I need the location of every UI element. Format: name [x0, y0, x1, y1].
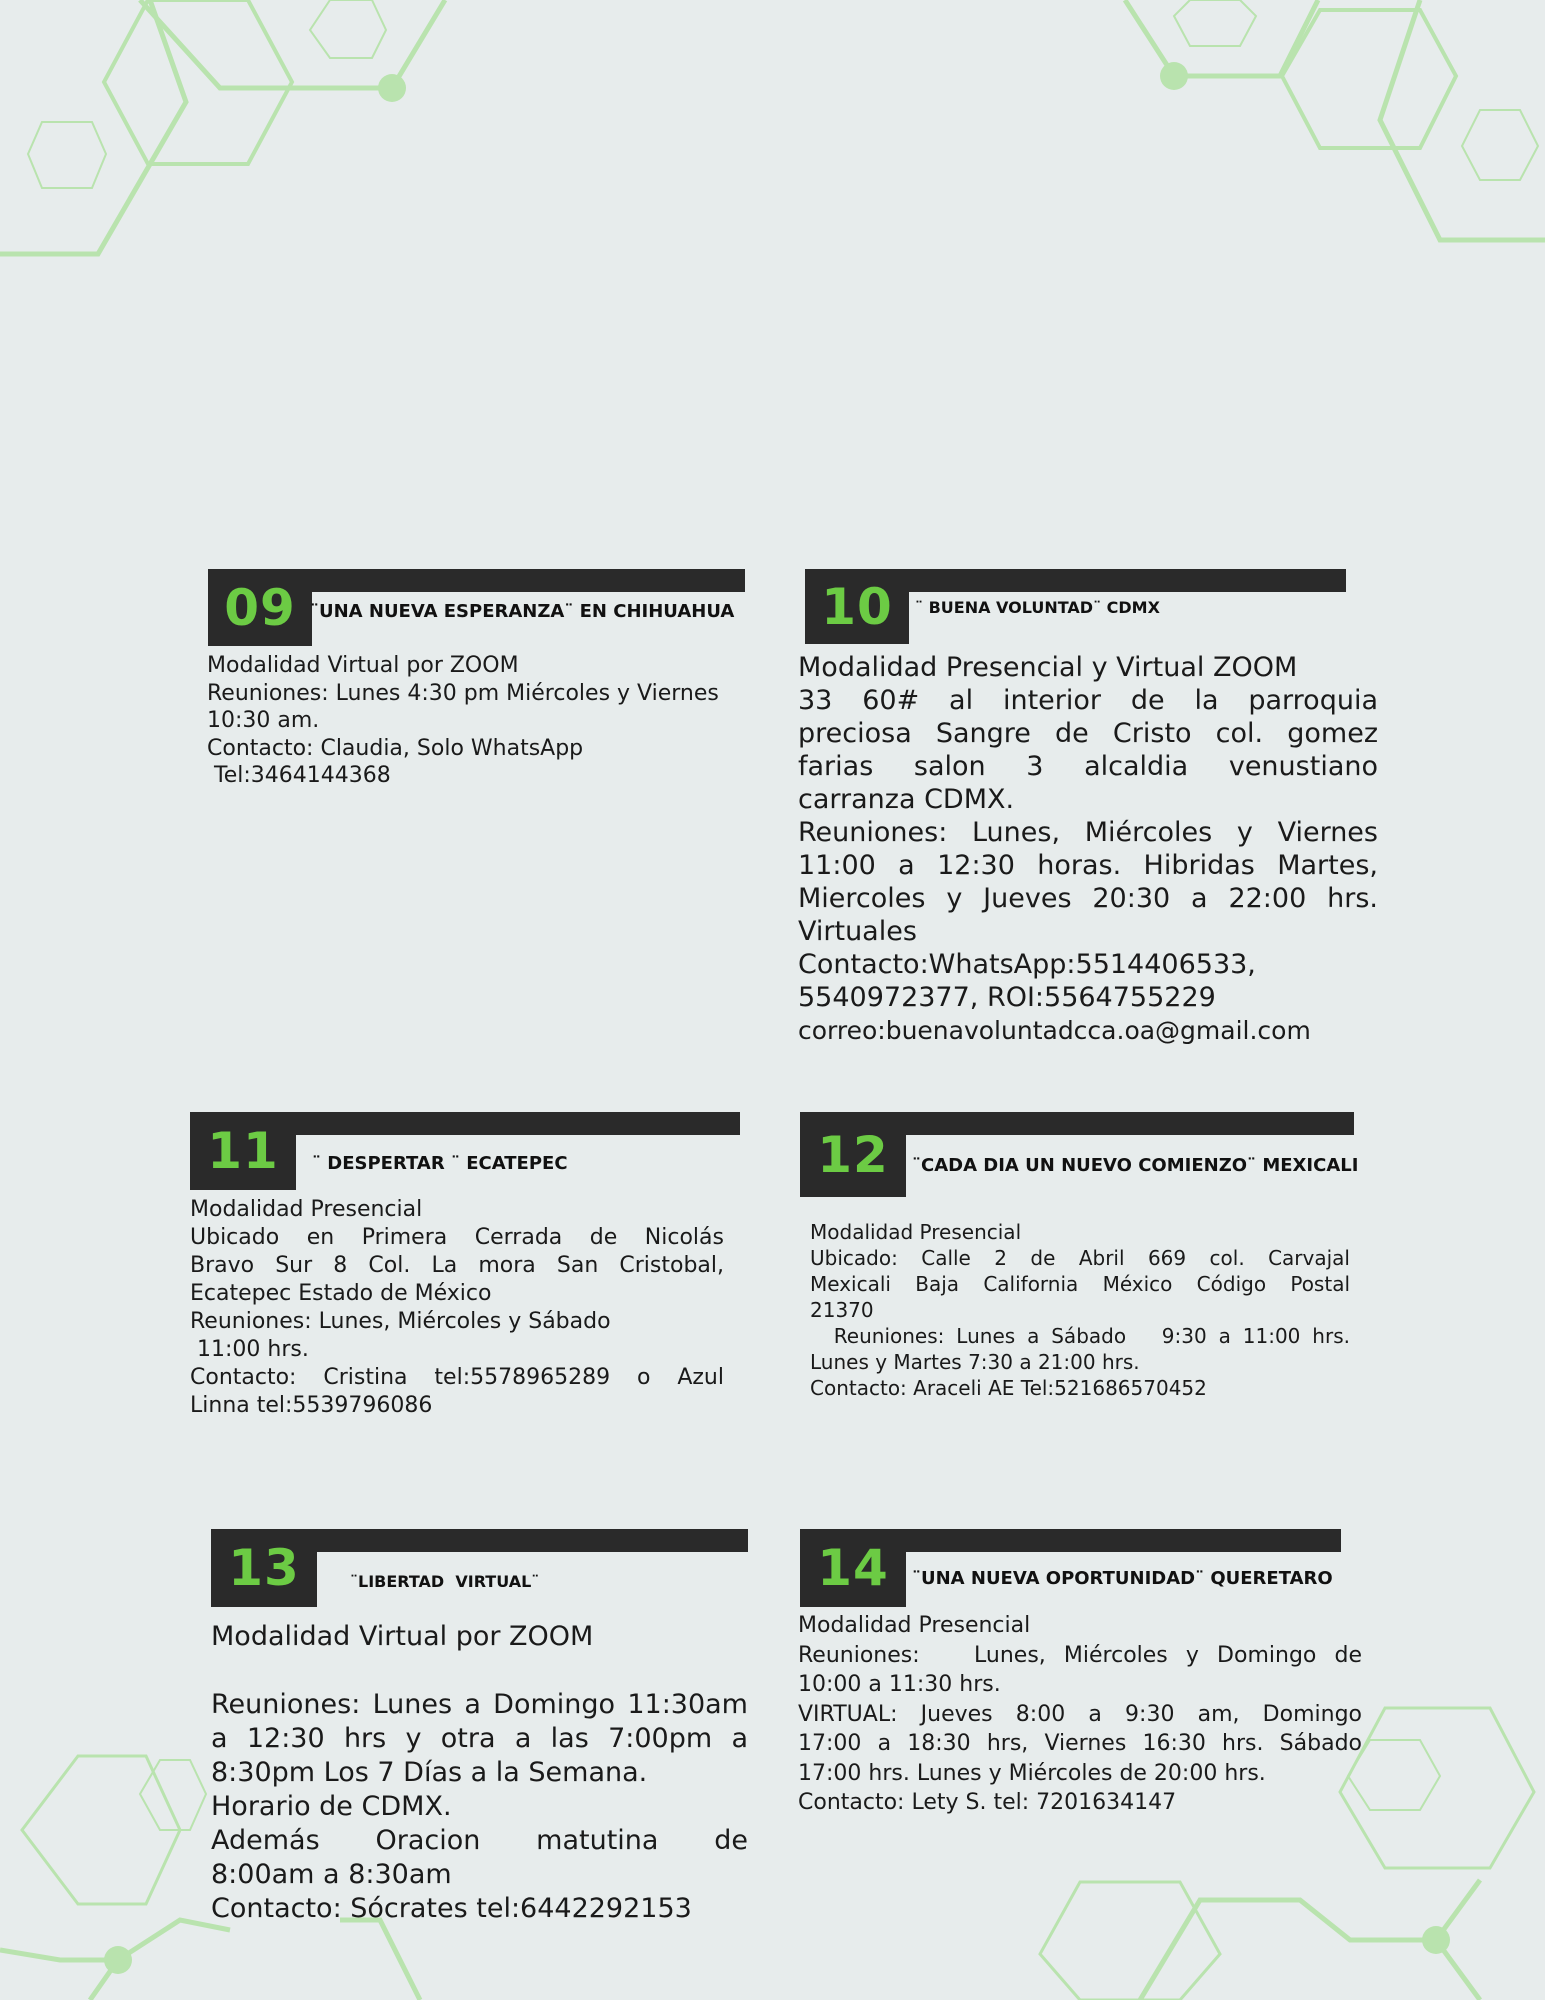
detail-line: Modalidad Virtual por ZOOM	[211, 1621, 594, 1652]
group-details	[190, 1196, 724, 1420]
group-details	[211, 1620, 748, 1926]
group-number: 10	[805, 569, 909, 644]
detail-line: Contacto: Lety S. tel: 7201634147	[798, 1790, 1177, 1815]
group-number: 09	[208, 569, 312, 646]
group-details	[207, 652, 741, 790]
detail-line: Modalidad Virtual por ZOOM	[207, 653, 519, 678]
detail-line: Modalidad Presencial	[798, 1613, 1031, 1638]
detail-line: Además Oracion matutina de	[211, 1825, 748, 1856]
detail-line: 10:30 am.	[207, 708, 320, 734]
detail-line: 11:00 a 12:30 horas. Hibridas Martes,	[798, 850, 1378, 881]
detail-line: Reuniones: Lunes 4:30 pm Miércoles y Viernes	[207, 680, 719, 706]
detail-line: Mexicali Baja California México Código Postal	[810, 1272, 1350, 1296]
detail-line: Reuniones: Lunes, Miércoles y Domingo de	[798, 1642, 1362, 1668]
detail-line: Ubicado: Calle 2 de Abril 669 col. Carvajal	[810, 1246, 1350, 1270]
detail-line: Contacto: Claudia, Solo WhatsApp	[207, 735, 584, 761]
detail-line: Contacto: Sócrates tel:6442292153	[211, 1893, 692, 1924]
detail-line: 8:30pm Los 7 Días a la Semana.	[211, 1757, 648, 1788]
group-details	[798, 1611, 1362, 1818]
group-title: ¨CADA DIA UN NUEVO COMIENZO¨ MEXICALI	[912, 1155, 1359, 1176]
group-details	[810, 1219, 1350, 1401]
group-title: ¨ DESPERTAR ¨ ECATEPEC	[312, 1153, 568, 1174]
detail-line: Bravo Sur 8 Col. La mora San Cristobal,	[190, 1253, 724, 1278]
group-title: ¨UNA NUEVA ESPERANZA¨ EN CHIHUAHUA	[310, 601, 735, 622]
group-number: 13	[211, 1529, 317, 1607]
detail-line: VIRTUAL: Jueves 8:00 a 9:30 am, Domingo	[798, 1701, 1362, 1727]
detail-line: a 12:30 hrs y otra a las 7:00pm a	[211, 1723, 748, 1754]
detail-line: 8:00am a 8:30am	[211, 1859, 452, 1890]
detail-line: Modalidad Presencial	[190, 1197, 423, 1222]
detail-line: Lunes y Martes 7:30 a 21:00 hrs.	[810, 1350, 1140, 1374]
detail-line: 17:00 a 18:30 hrs, Viernes 16:30 hrs. Sábado	[798, 1731, 1362, 1756]
detail-line: farias salon 3 alcaldia venustiano	[798, 751, 1378, 782]
detail-line: carranza CDMX.	[798, 784, 1015, 815]
group-details	[798, 651, 1378, 1047]
detail-line: Miercoles y Jueves 20:30 a 22:00 hrs.	[798, 883, 1378, 914]
group-title: ¨UNA NUEVA OPORTUNIDAD¨ QUERETARO	[912, 1568, 1333, 1589]
detail-line: correo:buenavoluntadcca.oa@gmail.com	[798, 1016, 1311, 1045]
detail-line: Reuniones: Lunes, Miércoles y Sábado	[190, 1309, 611, 1334]
detail-line: Ubicado en Primera Cerrada de Nicolás	[190, 1225, 724, 1250]
detail-line: Virtuales	[798, 916, 917, 947]
detail-line: 33 60# al interior de la parroquia	[798, 685, 1378, 716]
group-number: 14	[800, 1529, 906, 1607]
detail-line: Horario de CDMX.	[211, 1791, 452, 1822]
detail-line: Reuniones: Lunes a Sábado 9:30 a 11:00 hrs.	[810, 1324, 1350, 1348]
group-title: ¨LIBERTAD VIRTUAL¨	[350, 1572, 540, 1591]
group-number: 12	[800, 1112, 906, 1197]
detail-line: Contacto:WhatsApp:5514406533,	[798, 949, 1256, 980]
detail-line: Modalidad Presencial	[810, 1220, 1022, 1244]
detail-line: 11:00 hrs.	[190, 1337, 309, 1362]
group-title: ¨ BUENA VOLUNTAD¨ CDMX	[915, 598, 1160, 617]
detail-line: Contacto: Araceli AE Tel:521686570452	[810, 1376, 1207, 1400]
detail-line: Reuniones: Lunes a Domingo 11:30am	[211, 1689, 748, 1720]
detail-line: Linna tel:5539796086	[190, 1393, 433, 1418]
detail-line: Modalidad Presencial y Virtual ZOOM	[798, 652, 1298, 683]
detail-line: 5540972377, ROI:5564755229	[798, 982, 1216, 1013]
detail-line: Reuniones: Lunes, Miércoles y Viernes	[798, 817, 1378, 848]
detail-line: Ecatepec Estado de México	[190, 1281, 492, 1306]
detail-line: Tel:3464144368	[207, 763, 391, 789]
detail-line: 10:00 a 11:30 hrs.	[798, 1672, 1001, 1697]
detail-line: 17:00 hrs. Lunes y Miércoles de 20:00 hrs.	[798, 1760, 1266, 1786]
detail-line: Contacto: Cristina tel:5578965289 o Azul	[190, 1365, 724, 1390]
detail-line: 21370	[810, 1298, 874, 1322]
detail-line: preciosa Sangre de Cristo col. gomez	[798, 718, 1378, 749]
detail-line	[211, 1654, 748, 1688]
group-number: 11	[190, 1112, 296, 1190]
